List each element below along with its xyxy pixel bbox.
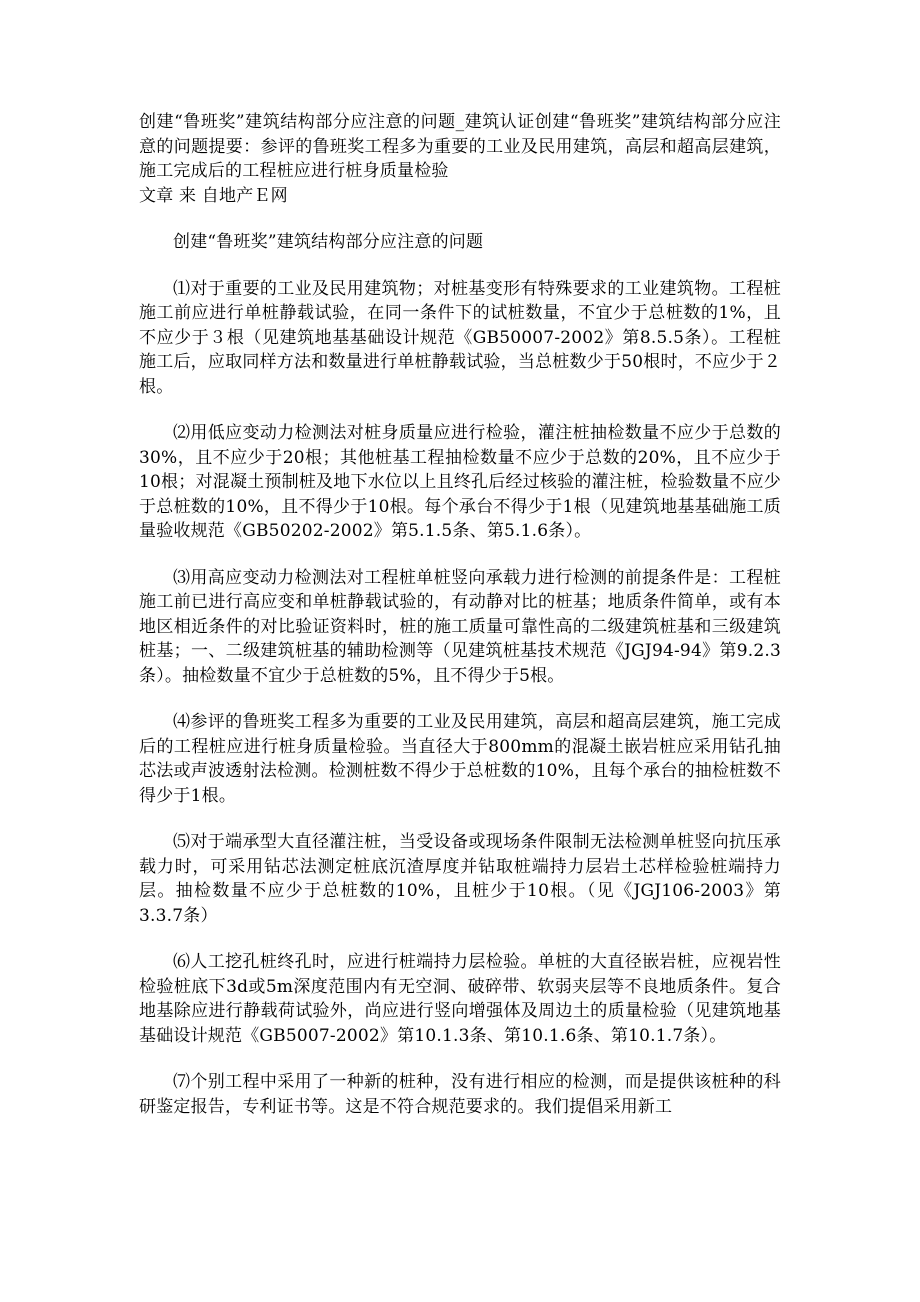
source-line: 文章 来 自地产Ｅ网 [139, 185, 288, 206]
header-intro: 创建“鲁班奖”建筑结构部分应注意的问题_建筑认证创建“鲁班奖”建筑结构部分应注意的问题提要：参评的鲁班奖工程多为重要的工业及民用建筑，高层和超高层建筑，施工完成后的工程桩应进行桩身质量检验 [139, 112, 781, 181]
paragraph-6: ⑹人工挖孔桩终孔时，应进行桩端持力层检验。单桩的大直径嵌岩桩，应视岩性检验桩底下3d或5m深度范围内有无空洞、破碎带、软弱夹层等不良地质条件。复合地基除应进行静载荷试验外，尚应进行竖向增强体及周边土的质量检验（见建筑地基基础设计规范《GB5007-2002》第10.1.3条、第10.1.6条、第10.1.7条）。 [139, 952, 781, 1046]
paragraph-3: ⑶用高应变动力检测法对工程桩单桩竖向承载力进行检测的前提条件是：工程桩施工前已进行高应变和单桩静载试验的，有动静对比的桩基；地质条件简单，或有本地区相近条件的对比验证资料时，桩的施工质量可靠性高的二级建筑桩基和三级建筑桩基；一、二级建筑桩基的辅助检测等（见建筑桩基技术规范《JGJ94-94》第9.2.3条）。抽检数量不宜少于总桩数的5%，且不得少于5根。 [139, 567, 781, 686]
paragraph-5: ⑸对于端承型大直径灌注桩，当受设备或现场条件限制无法检测单桩竖向抗压承载力时，可采用钻芯法测定桩底沉渣厚度并钻取桩端持力层岩土芯样检验桩端持力层。抽检数量不应少于总桩数的10%，且桩少于10根。（见《JGJ106-2003》第3.3.7条） [139, 832, 781, 926]
paragraph-2: ⑵用低应变动力检测法对桩身质量应进行检验，灌注桩抽检数量不应少于总数的30%，且不应少于20根；其他桩基工程抽检数量不应少于总数的20%，且不应少于10根；对混凝土预制桩及地下水位以上且终孔后经过核验的灌注桩，检验数量不应少于总桩数的10%，且不得少于10根。每个承台不得少于1根（见建筑地基基础施工质量验收规范《GB50202-2002》第5.1.5条、第5.1.6条）。 [139, 423, 781, 541]
article-title: 创建“鲁班奖”建筑结构部分应注意的问题 [173, 232, 484, 252]
paragraph-7: ⑺个别工程中采用了一种新的桩种，没有进行相应的检测，而是提供该桩种的科研鉴定报告，专利证书等。这是不符合规范要求的。我们提倡采用新工 [139, 1072, 781, 1117]
paragraph-4: ⑷参评的鲁班奖工程多为重要的工业及民用建筑，高层和超高层建筑，施工完成后的工程桩应进行桩身质量检验。当直径大于800mm的混凝土嵌岩桩应采用钻孔抽芯法或声波透射法检测。检测桩数不得少于总桩数的10%，且每个承台的抽检桩数不得少于1根。 [139, 712, 781, 806]
document-page [139, 110, 781, 1141]
paragraph-1: ⑴对于重要的工业及民用建筑物；对桩基变形有特殊要求的工业建筑物。工程桩施工前应进行单桩静载试验，在同一条件下的试桩数量，不宜少于总桩数的1%，且不应少于３根（见建筑地基基础设计规范《GB50007-2002》第8.5.5条）。工程桩施工后，应取同样方法和数量进行单桩静载试验，当总桩数少于50根时，不应少于２根。 [139, 278, 781, 397]
